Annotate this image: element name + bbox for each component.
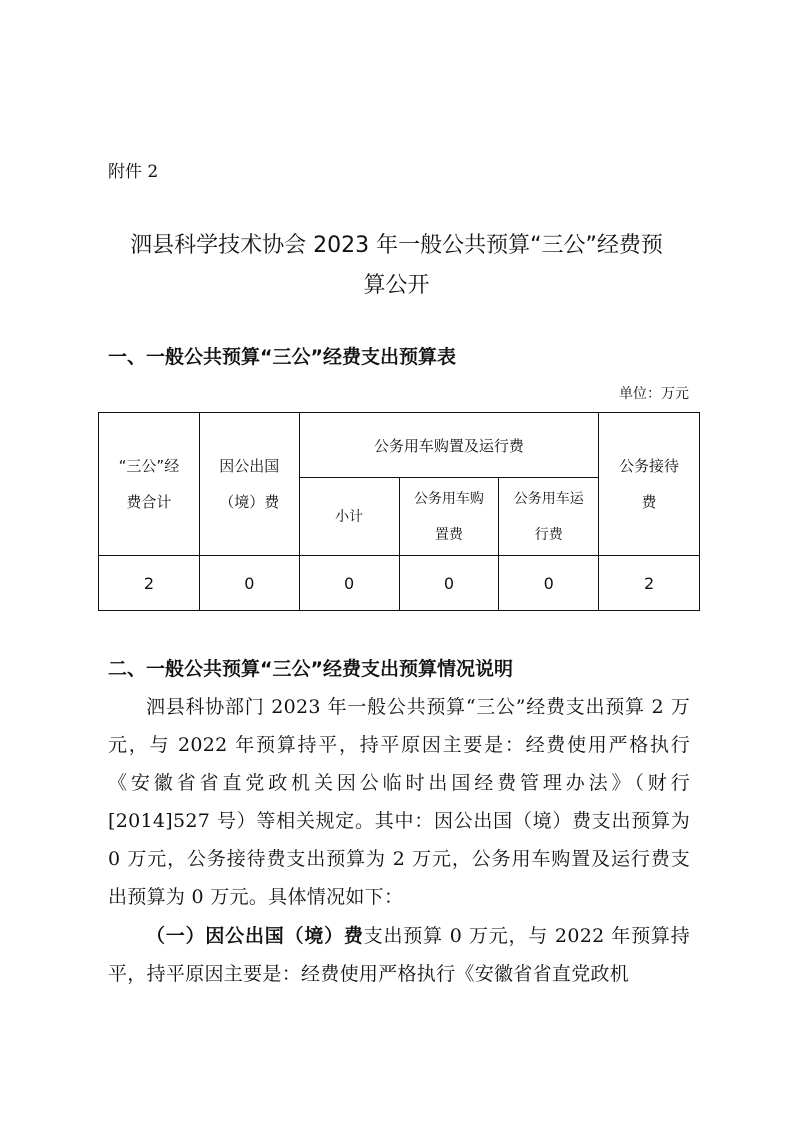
title-line-1: 泗县科学技术协会 2023 年一般公共预算“三公”经费预 [130,233,663,258]
explanation-paragraph-1: 泗县科协部门 2023 年一般公共预算“三公”经费支出预算 2 万元，与 2022 年预算持平，持平原因主要是：经费使用严格执行《安徽省省直党政机关因公临时出国经费管理办法》（财行[2014]527 号）等相关规定。其中：因公出国（境）费支出预算为 0 万元，公务接待费支出预算为 2 万元，公务用车购置及运行费支出预算为 0 万元。具体情况如下： [108,696,690,908]
table-row [99,556,700,611]
title-line-2: 算公开 [363,273,430,298]
header-vehicle-operation-cell [499,478,599,556]
value-abroad: 0 [199,556,299,611]
value-vehicle-purchase: 0 [399,556,499,611]
header-total-cell [99,413,200,556]
explanation-paragraph-2 [108,917,690,993]
paragraph-2-text: 支出预算 0 万元，与 2022 年预算持平，持平原因主要是：经费使用严格执行《安徽省省直党政机 [108,925,690,985]
header-abroad-cell [199,413,299,556]
section-1-heading: 一、一般公共预算“三公”经费支出预算表 [108,346,456,368]
header-abroad-line-2: （境）费 [219,493,280,511]
value-vehicle-subtotal: 0 [299,556,399,611]
header-total-line-1: “三公”经 [118,457,180,475]
section-2-heading: 二、一般公共预算“三公”经费支出预算情况说明 [108,658,513,680]
header-total-line-2: 费合计 [126,493,172,511]
header-vehicle-purchase-cell [399,478,499,556]
header-abroad-line-1: 因公出国 [219,457,280,475]
attachment-label: 附件 2 [108,162,159,182]
header-subtotal: 小计 [299,478,399,556]
value-vehicle-operation: 0 [499,556,599,611]
header-vehicle-purchase-line-2: 置费 [434,526,463,543]
header-reception-cell [599,413,700,556]
header-reception-line-2: 费 [641,493,657,511]
unit-label: 单位：万元 [619,386,689,402]
paragraph-2-bold-lead: （一）因公出国（境）费 [146,925,364,947]
three-public-budget-table [98,412,700,611]
header-vehicle-purchase-line-1: 公务用车购 [413,490,484,507]
header-vehicle-operation-line-2: 行费 [534,526,563,543]
header-vehicle-operation-line-1: 公务用车运 [513,490,584,507]
header-reception-line-1: 公务接待 [619,457,680,475]
value-reception: 2 [599,556,700,611]
document-title [100,226,693,306]
header-vehicle-group: 公务用车购置及运行费 [299,413,598,478]
value-total: 2 [99,556,200,611]
